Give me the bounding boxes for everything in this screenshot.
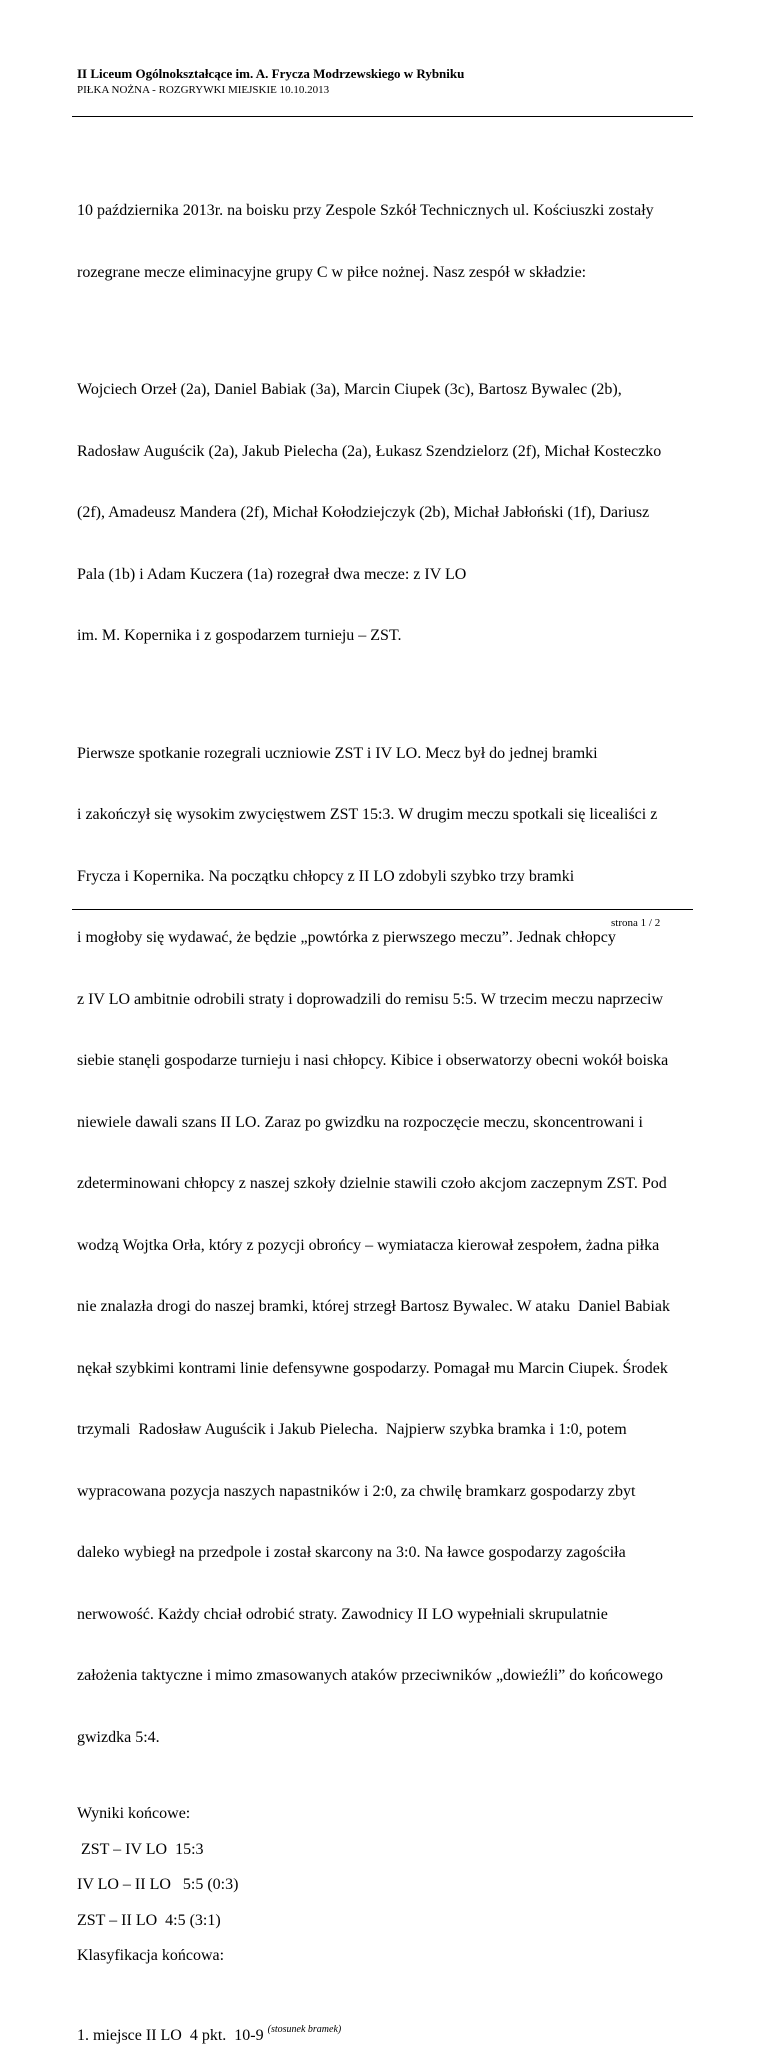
text-line: im. M. Kopernika i z gospodarzem turnieju – ZST. [77, 627, 402, 644]
results-heading: Wyniki końcowe: [77, 1805, 191, 1822]
article-body [77, 160, 702, 2063]
classification-item [77, 2023, 702, 2049]
page-number: strona 1 / 2 [611, 917, 661, 929]
text-line: Pala (1b) i Adam Kuczera (1a) rozegrał dwa mecze: z IV LO [77, 565, 467, 583]
text-line: niewiele dawali szans II LO. Zaraz po gwizdku na rozpoczęcie meczu, skoncentrowani i [77, 1113, 643, 1131]
text-line: Wojciech Orzeł (2a), Daniel Babiak (3a), Marcin Ciupek (3c), Bartosz Bywalec (2b), [77, 381, 622, 398]
text-line: Frycza i Kopernika. Na początku chłopcy z II LO zdobyli szybko trzy bramki [77, 867, 575, 885]
text-line: nerwowość. Każdy chciał odrobić straty. Zawodnicy II LO wypełniali skrupulatnie [77, 1605, 608, 1623]
text-line: (2f), Amadeusz Mandera (2f), Michał Kołodziejczyk (2b), Michał Jabłoński (1f), Dariusz [77, 504, 650, 521]
text-line: wypracowana pozycja naszych napastników i 2:0, za chwilę bramkarz gospodarzy zbyt [77, 1482, 636, 1500]
text-line: i zakończył się wysokim zwycięstwem ZST 15:3. W drugim meczu spotkali się licealiści z [77, 806, 658, 823]
text-line: nie znalazła drogi do naszej bramki, której strzegł Bartosz Bywalec. W ataku Daniel Babiak [77, 1298, 670, 1315]
text-line: gwizdka 5:4. [77, 1728, 160, 1746]
text-line: wodzą Wojtka Orła, który z pozycji obrońcy – wymiatacza kierował zespołem, żadna piłka [77, 1236, 660, 1254]
header-divider [72, 116, 693, 117]
text-line: 10 października 2013r. na boisku przy Zespole Szkół Technicznych ul. Kościuszki zostały [77, 202, 654, 219]
text-line: założenia taktyczne i mimo zmasowanych ataków przeciwników „dowieźli” do końcowego [77, 1667, 663, 1684]
text-line: z IV LO ambitnie odrobili straty i doprowadzili do remisu 5:5. W trzecim meczu naprzeciw [77, 990, 664, 1008]
spacer [77, 1982, 702, 2026]
text-line: Pierwsze spotkanie rozegrali uczniowie ZST i IV LO. Mecz był do jednej bramki [77, 744, 598, 762]
school-name: II Liceum Ogólnokształcące im. A. Frycza Modrzewskiego w Rybniku [77, 66, 465, 81]
text-line: rozegrane mecze eliminacyjne grupy C w piłce nożnej. Nasz zespół w składzie: [77, 263, 587, 281]
team-paragraph [77, 339, 702, 688]
text-line: nękał szybkimi kontrami linie defensywne gospodarzy. Pomagał mu Marcin Ciupek. Środek [77, 1359, 668, 1377]
goal-ratio-note: (stosunek bramek) [267, 2023, 342, 2035]
result-line: IV LO – II LO 5:5 (0:3) [77, 1876, 239, 1893]
footer-divider [72, 909, 693, 910]
intro-paragraph [77, 160, 702, 324]
match-report-paragraph [77, 703, 702, 1790]
classification-heading: Klasyfikacja końcowa: [77, 1947, 225, 1964]
document-header [77, 66, 464, 97]
result-line: ZST – II LO 4:5 (3:1) [77, 1911, 221, 1929]
text-line: zdeterminowani chłopcy z naszej szkoły dzielnie stawili czoło akcjom zaczepnym ZST. Pod [77, 1175, 667, 1192]
text-line: i mogłoby się wydawać, że będzie „powtórka z pierwszego meczu”. Jednak chłopcy [77, 929, 616, 946]
text-line: trzymali Radosław Auguścik i Jakub Pielecha. Najpierw szybka bramka i 1:0, potem [77, 1421, 627, 1438]
text-line: siebie stanęli gospodarze turnieju i nasi chłopcy. Kibice i obserwatorzy obecni wokół boiska [77, 1052, 669, 1069]
classification-text: 1. miejsce II LO 4 pkt. 10-9 [77, 2026, 268, 2044]
document-subtitle: PIŁKA NOŻNA - ROZGRYWKI MIEJSKIE 10.10.2013 [77, 84, 330, 96]
text-line: Radosław Auguścik (2a), Jakub Pielecha (2a), Łukasz Szendzielorz (2f), Michał Kosteczko [77, 442, 662, 460]
result-line: ZST – IV LO 15:3 [77, 1840, 204, 1858]
text-line: daleko wybiegł na przedpole i został skarcony na 3:0. Na ławce gospodarzy zagościła [77, 1544, 626, 1561]
